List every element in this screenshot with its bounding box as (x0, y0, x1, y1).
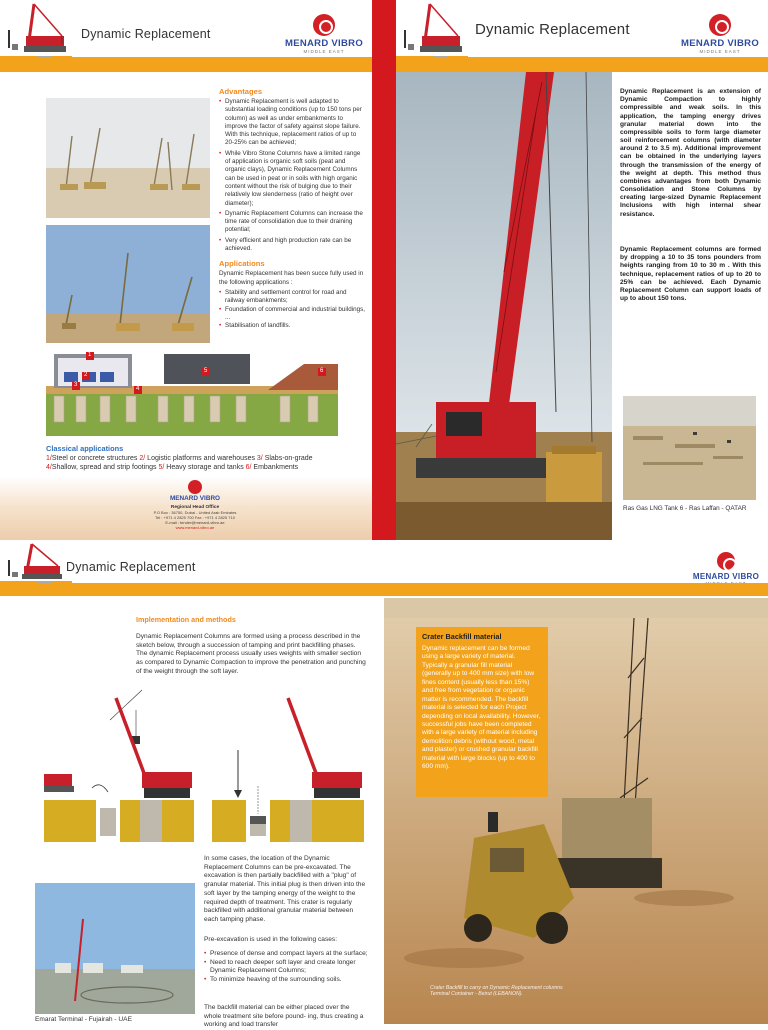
backfill-paragraph: The backfill material can be either placed over the whole treatment site before pound- ing, thus creating a working and load transfer (204, 1004, 364, 1029)
advantage-item: • Dynamic Replacement Columns can increase the time rate of consolidation due to their draining potential; (219, 210, 365, 235)
pre-excavation-paragraph: In some cases, the location of the Dynamic Replacement Columns can be pre-excavated. The excavation is then partially backfilled with a "plug" of granular material. This initial plug is then driven into the soft layer by the tamping energy of the weight to the required depth of treatment. This crater is regularly backfilled with additional granular material between each tamping phase. (204, 855, 366, 923)
diagram-label-2: 2 (84, 372, 88, 378)
menard-vibro-logo: MENARD VIBRO MIDDLE EAST (282, 14, 366, 54)
crane-header-icon (0, 540, 72, 612)
applications-intro: Dynamic Replacement has been succe fully used in the following applications : (219, 270, 364, 286)
classical-item: Steel or concrete structures (51, 455, 140, 462)
classical-num: 6/ (245, 464, 252, 472)
pre-excavation-intro: Pre-excavation is used in the following cases: (204, 936, 338, 943)
page-title: Dynamic Replacement (475, 21, 630, 38)
header-bar (0, 583, 768, 596)
page-bottom (0, 540, 768, 1029)
applications-heading: Applications (219, 259, 265, 269)
classical-num: 5/ (158, 464, 165, 472)
pre-excavation-item: • Need to reach deeper soft layer and create longer Dynamic Replacement Columns; (204, 959, 368, 976)
regional-office (120, 480, 270, 530)
spine-strip (372, 0, 396, 540)
impl-heading: Implementation and methods (136, 615, 236, 624)
ras-gas-photo (623, 396, 756, 500)
office-line: P.O Box : 36750, Dubai - United Arab Emirates (153, 510, 237, 515)
classical-item: Embankments (251, 464, 299, 472)
advantages-heading: Advantages (219, 87, 263, 96)
application-item: • Stability and settlement control for road and railway embankments; (219, 289, 365, 306)
crater-photo-caption (430, 985, 680, 997)
logo-mark-icon (313, 14, 335, 36)
classical-item: Shallow, spread and strip footings (51, 464, 159, 472)
crater-backfill-box (416, 627, 548, 797)
diagram-label-6: 6 (320, 368, 324, 374)
diagram-label-1: 1 (88, 352, 92, 358)
diagram-label-3: 3 (74, 382, 78, 388)
header-bar (396, 57, 768, 72)
crater-text: Dynamic replacement can be formed using a large variety of material. Typically a granular fill material (generally up to 400 mm size) with low fines content (usually less than 15%) and free from vegetation or organic matter is recommended. The backfill material is selected for each Project depending on local availability. However, successful jobs have been completed with a large variety of material including demolition debris (without wood, metal and plaster) or crushed granular backfill material with large blocks (up to 400 to 600 mm). (422, 645, 541, 771)
site-photo-cranes-1 (46, 98, 210, 218)
menard-vibro-logo: MENARD VIBRO (684, 552, 768, 586)
crater-caption-line: Terminal Container - Beirut (LEBANON). (430, 991, 523, 997)
diagram-label-5: 5 (204, 368, 208, 374)
application-item: • Stabilisation of landfills. (219, 322, 365, 330)
classical-num: 3/ (256, 455, 263, 462)
crater-caption-line: Crater Backfill to carry on Dynamic Replacement columns (430, 985, 563, 991)
classical-num: 1/ (46, 455, 52, 462)
pre-excavation-list (204, 950, 368, 985)
classical-line-2 (46, 463, 366, 472)
office-line: E-mail : tender@menard-vibro.ae (165, 520, 225, 525)
tamping-sketch-1 (44, 690, 194, 842)
page-title: Dynamic Replacement (66, 560, 196, 574)
office-heading: Regional Head Office (170, 505, 220, 510)
intro-paragraph: Dynamic Replacement is an extension of Dynamic Compaction to highly compressible and weak soils. In this application, the tamping energy drives granular material down into the compressible soils to form large diameter soil reinforcement columns (with diameter around 2 to 3.5 m). Additional improvement can be obtained in the underlying layers through the transmission of the energy of the weight at depth. This method thus combines advantages from both Dynamic Consolidation and Stone Columns by creating large-sized Dynamic Replacement Inclusions with high internal shear resistance. (620, 88, 761, 218)
emarat-caption: Emarat Terminal - Fujairah - UAE (35, 1016, 132, 1023)
advantage-item: • Very efficient and high production rate can be achieved. (219, 237, 365, 254)
header-bar (0, 57, 372, 72)
page-top-left (0, 0, 372, 540)
crater-title: Crater Backfill material (422, 632, 502, 641)
application-item: • Foundation of commercial and industrial buildings, ... (219, 306, 365, 323)
big-crane-photo (396, 72, 612, 540)
ras-gas-caption: Ras Gas LNG Tank 6 - Ras Laffan - QATAR (623, 505, 747, 512)
office-line: www.menard-vibro.ae (175, 525, 215, 530)
diagram-label-4: 4 (136, 386, 140, 392)
pre-excavation-item: • Presence of dense and compact layers at the surface; (204, 950, 368, 959)
applications-diagram (46, 350, 338, 436)
menard-vibro-logo: MENARD VIBRO MIDDLE EAST (678, 14, 762, 54)
office-logo-icon (188, 480, 202, 494)
tamping-sketch-2 (212, 690, 364, 842)
classical-item: Heavy storage and tanks (164, 464, 246, 472)
classical-item: Logistic platforms and warehouses (145, 455, 257, 462)
office-line: Tel : +971 4 2825 700 Fax : +971 4 2825 710 (155, 515, 235, 520)
impl-paragraph: Dynamic Replacement Columns are formed using a process described in the sketch below, through a succession of tamping and print backfilling phases. The dynamic Replacement process usually uses weights with smaller section as compared to Dynamic Compaction to improve the penetration and punching of the weight through the soft layer. (136, 633, 366, 675)
advantage-item: • Dynamic Replacement is well adapted to substantial loading conditions (up to 150 tons per column) as well as under embankments to improve the factor of safety against slope failure. With this technique, replacement ratios of up to 20-25% can be achieved; (219, 98, 365, 148)
columns-paragraph: Dynamic Replacement columns are formed by dropping a 10 to 35 tons pounders from heights ranging from 10 to 30 m . With this technique, replacement ratios of up to 20 to 25% can be achieved. Each Dynamic Replacement Column can support loads of up to about 150 tons. (620, 246, 761, 303)
advantages-section (219, 87, 365, 330)
logo-mark-icon (717, 552, 735, 570)
classical-heading: Classical applications (46, 444, 124, 453)
logo-mark-icon (709, 14, 731, 36)
classical-line-1 (46, 454, 366, 463)
classical-applications (46, 444, 366, 472)
page-top-right (396, 0, 768, 540)
pre-excavation-item: • To minimize heaving of the surrounding soils. (204, 976, 368, 985)
classical-item: Slabs-on-grade (262, 455, 313, 462)
site-photo-cranes-2 (46, 225, 210, 343)
office-logo-name: MENARD VIBRO (169, 495, 221, 502)
emarat-terminal-photo (35, 883, 195, 1014)
page-title: Dynamic Replacement (81, 27, 211, 41)
classical-num: 2/ (139, 455, 146, 462)
classical-num: 4/ (46, 464, 52, 472)
advantage-item: • While Vibro Stone Columns have a limited range of application is organic soft soils (peat and organic clays), Dynamic Replacement Columns can be used in peat or in soils with high organic content without the risk of bulging due to their relatively low slenderness (ratio of height over diameter); (219, 150, 365, 208)
